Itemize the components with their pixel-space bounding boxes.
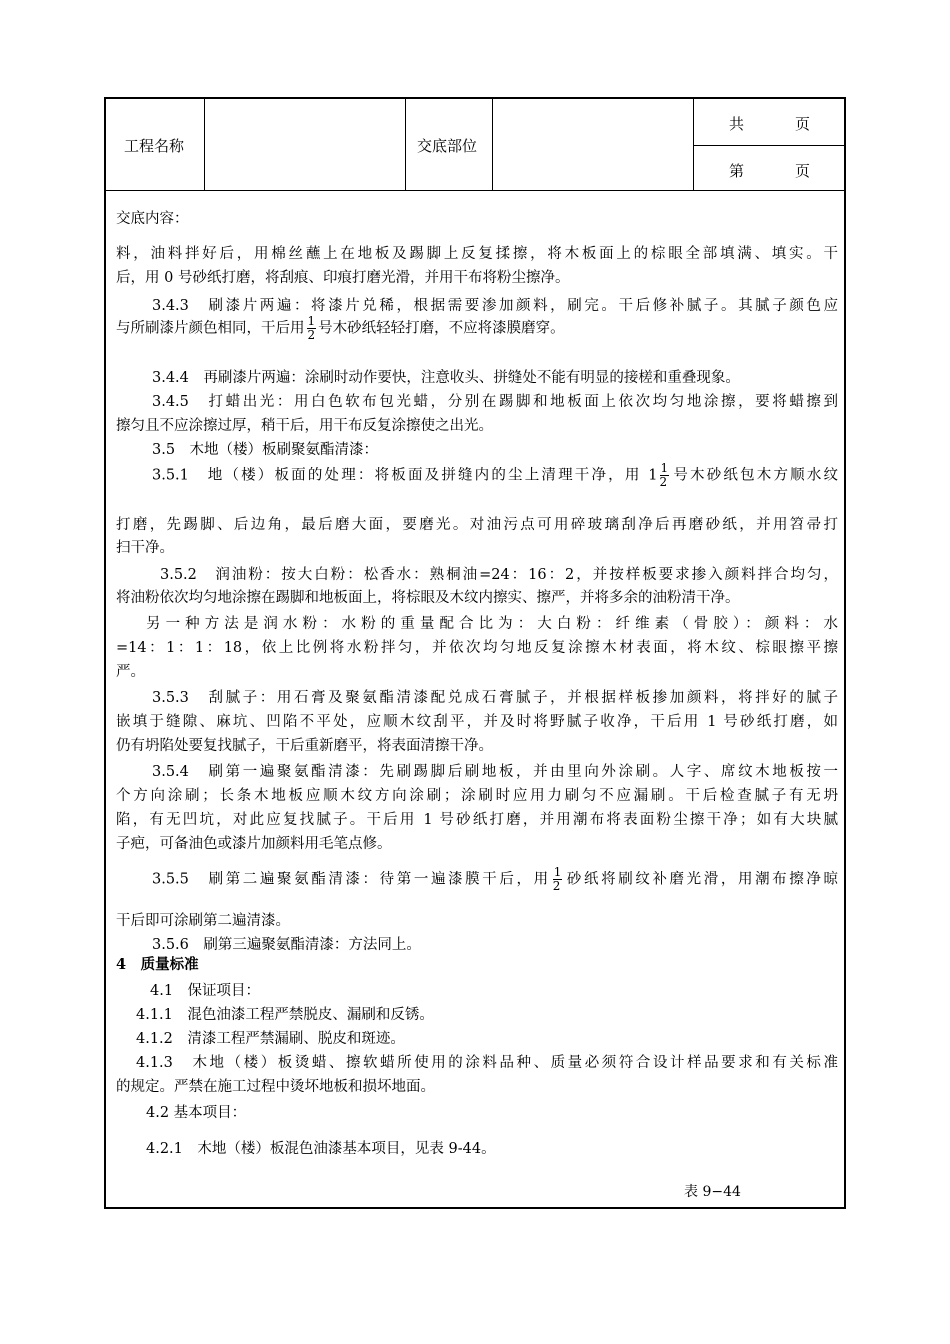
item-4-1-1: 4.1.1 混色油漆工程严禁脱皮、漏刷和反锈。	[136, 1007, 434, 1023]
project-name-label: 工程名称	[124, 137, 185, 155]
paragraph-355-cont: 干后即可涂刷第二遍清漆。	[116, 913, 290, 929]
paragraph-353-cont: 嵌填于缝隙、麻坑、凹陷不平处，应顺木纹刮平，并及时将野腻子收净，干后用 1 号砂纸打磨，如	[116, 714, 838, 730]
disclosure-part-label: 交底部位	[417, 137, 478, 155]
paragraph-345-cont: 擦匀且不应涂擦过厚，稍干后，用干布反复涂擦使之出光。	[116, 418, 493, 434]
section-4-heading: 4 质量标准	[116, 956, 199, 973]
item-4-2-1: 4.2.1 木地（楼）板混色油漆基本项目，见表 9-44。	[146, 1141, 496, 1157]
paragraph-352: 3.5.2 润油粉：按大白粉：松香水：熟桐油=24：16：2，并按样板要求掺入颜料拌合均匀，	[160, 567, 838, 583]
paragraph-343-cont: 与所刷漆片颜色相同，干后用 $\frac{1}{2}$ 号木砂纸轻轻打磨，不应将漆膜磨穿。	[116, 314, 565, 342]
paragraph-352-alt: 另一种方法是润水粉：水粉的重量配合比为：大白粉：纤维素（骨胶）：颜料：水	[146, 616, 838, 632]
item-4-1-3-cont: 的规定。严禁在施工过程中烫坏地板和损坏地面。	[116, 1079, 435, 1095]
paragraph-354-cont: 个方向涂刷；长条木地板应顺木纹方向涂刷；涂刷时应用力刷匀不应漏刷。干后检查腻子有无坍	[116, 788, 838, 804]
fraction-half: $\frac{1}{2}$	[307, 314, 316, 342]
paragraph-352-alt-cont: 严。	[116, 664, 145, 680]
paragraph-351-cont: 打磨，先踢脚、后边角，最后磨大面，要磨光。对油污点可用碎玻璃刮净后再磨砂纸，并用笤帚打	[116, 517, 838, 533]
paragraph-354-cont: 子疤，可备油色或漆片加颜料用毛笔点修。	[116, 836, 392, 852]
paragraph-351: 3.5.1 地（楼）板面的处理：将板面及拼缝内的尘上清理干净，用 1 $\frac{1}{2}$ 号木砂纸包木方顺水纹	[152, 461, 838, 489]
total-pages-label: 共	[729, 115, 745, 133]
section-3-5-heading: 3.5 木地（楼）板刷聚氨酯清漆：	[152, 442, 379, 458]
total-pages-unit: 页	[795, 115, 811, 133]
page-number-unit: 页	[795, 162, 811, 180]
table-number: 表 9−44	[684, 1184, 741, 1200]
paragraph-345: 3.4.5 打蜡出光：用白色软布包光蜡，分别在踢脚和地板面上依次均匀地涂擦，要将蜡擦到	[152, 394, 838, 410]
section-4-2-heading: 4.2 基本项目：	[146, 1105, 247, 1121]
item-4-1-2: 4.1.2 清漆工程严禁漏刷、脱皮和斑迹。	[136, 1031, 405, 1047]
paragraph-351-cont: 扫干净。	[116, 540, 174, 556]
section-4-1-heading: 4.1 保证项目：	[150, 983, 261, 999]
paragraph-354: 3.5.4 刷第一遍聚氨酯清漆：先刷踢脚后刷地板，并由里向外涂刷。人字、席纹木地板按一	[152, 764, 838, 780]
paragraph-line: 后，用 0 号砂纸打磨，将刮痕、印痕打磨光滑，并用干布将粉尘擦净。	[116, 270, 570, 286]
paragraph-352-cont: 将油粉依次均匀地涂擦在踢脚和地板面上，将棕眼及木纹内擦实、擦严，并将多余的油粉清干净。	[116, 590, 740, 606]
project-name-value	[217, 135, 397, 155]
document-frame	[104, 97, 846, 1209]
paragraph-356: 3.5.6 刷第三遍聚氨酯清漆：方法同上。	[152, 937, 421, 953]
paragraph-353: 3.5.3 刮腻子：用石膏及聚氨酯清漆配兑成石膏腻子，并根据样板掺加颜料，将拌好的腻子	[152, 690, 838, 706]
item-4-1-3: 4.1.3 木地（楼）板烫蜡、擦软蜡所使用的涂料品种、质量必须符合设计样品要求和有关标准	[136, 1055, 838, 1071]
fraction-half: $\frac{1}{2}$	[659, 461, 669, 489]
page-number-label: 第	[729, 162, 745, 180]
paragraph-352-alt-cont: =14：1：1：18，依上比例将水粉拌匀，并依次均匀地反复涂擦木材表面，将木纹、棕眼擦平擦	[116, 640, 838, 656]
fraction-half: $\frac{1}{2}$	[552, 865, 562, 893]
header-table	[106, 99, 844, 191]
paragraph-line: 料，油料拌好后，用棉丝蘸上在地板及踢脚上反复揉擦，将木板面上的棕眼全部填满、填实。干	[116, 246, 838, 262]
disclosure-part-value	[504, 135, 684, 155]
paragraph-354-cont: 陷，有无凹坑，对此应复找腻子。干后用 1 号砂纸打磨，并用潮布将表面粉尘擦干净；如有大块腻	[116, 812, 838, 828]
paragraph-353-cont: 仍有坍陷处要复找腻子，干后重新磨平，将表面清擦干净。	[116, 738, 493, 754]
paragraph-344: 3.4.4 再刷漆片两遍：涂刷时动作要快，注意收头、拼缝处不能有明显的接槎和重叠现象。	[152, 370, 740, 386]
paragraph-343: 3.4.3 刷漆片两遍：将漆片兑稀，根据需要渗加颜料，刷完。干后修补腻子。其腻子颜色应	[152, 298, 838, 314]
paragraph-355: 3.5.5 刷第二遍聚氨酯清漆：待第一遍漆膜干后，用 $\frac{1}{2}$ 砂纸将刷纹补磨光滑，用潮布擦净晾	[152, 865, 838, 893]
content-heading: 交底内容：	[116, 211, 189, 227]
